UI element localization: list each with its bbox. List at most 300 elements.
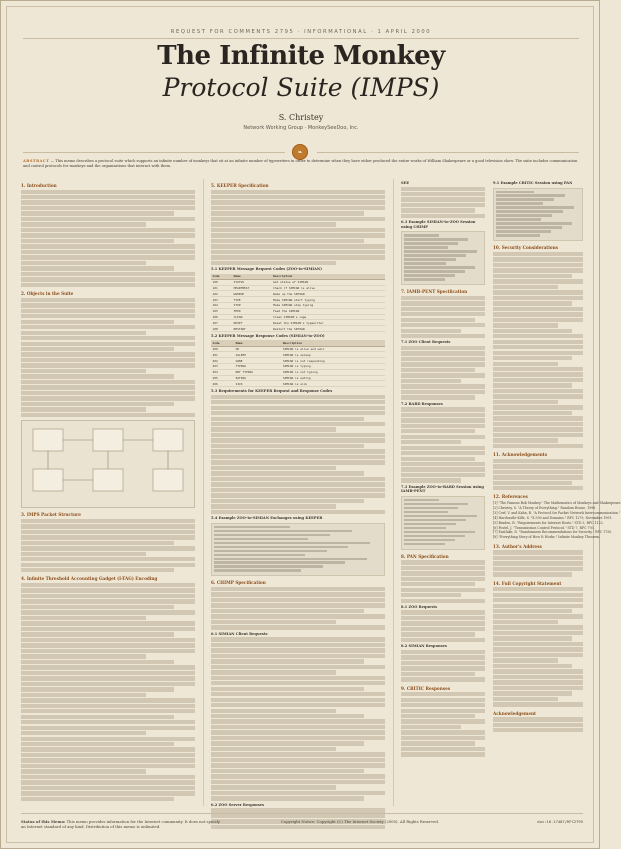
table-cell: Check if SIMIAN is alive	[272, 285, 385, 291]
table-cell: TYPE	[232, 297, 272, 303]
code-block	[401, 231, 485, 285]
text-line	[401, 719, 485, 723]
code-line	[214, 538, 308, 541]
code-line	[404, 543, 445, 546]
text-line	[21, 616, 146, 620]
text-line	[211, 719, 385, 723]
text-line	[21, 190, 195, 194]
text-line	[211, 659, 364, 663]
text-line	[493, 470, 583, 474]
text-line	[401, 192, 485, 196]
text-line	[21, 524, 195, 528]
text-line	[211, 752, 385, 756]
text-line	[21, 407, 146, 411]
text-line	[21, 698, 195, 702]
text-line	[493, 356, 572, 360]
text-line	[493, 642, 583, 646]
text-line	[211, 763, 385, 767]
text-line	[211, 250, 385, 254]
table-cell: SIMIAN is asleep	[281, 352, 385, 358]
code-line	[404, 270, 465, 273]
text-line	[21, 649, 195, 653]
text-line	[21, 627, 195, 631]
text-line	[21, 720, 195, 724]
text-line	[401, 560, 485, 564]
text-line	[401, 650, 485, 654]
text-line	[21, 347, 174, 351]
table-cell: 201	[211, 352, 234, 358]
text-line	[401, 312, 485, 316]
text-line	[211, 808, 385, 812]
text-line	[493, 604, 583, 608]
text-line	[401, 703, 485, 707]
section-heading: 9.1 Example CRITIC Session using PAN	[493, 181, 573, 185]
section-heading: 8.2 SIMIAN Responses	[401, 644, 447, 649]
text-line	[21, 530, 195, 534]
table-cell: 101	[211, 285, 232, 291]
text-line	[493, 257, 583, 261]
code-line	[404, 531, 475, 534]
text-line	[21, 557, 195, 561]
code-line	[496, 198, 554, 201]
text-line	[401, 357, 485, 361]
text-line	[211, 791, 385, 795]
code-line	[404, 254, 466, 257]
column-2	[211, 179, 385, 806]
text-line	[401, 440, 461, 444]
text-line	[493, 312, 583, 316]
table-cell: Restart the SIMIAN	[272, 326, 385, 332]
text-line	[401, 203, 485, 207]
section-heading: 2. Objects in the Suite	[21, 291, 74, 297]
text-line	[21, 352, 195, 356]
text-line	[493, 323, 558, 327]
text-line	[493, 636, 572, 640]
table-cell: 104	[211, 303, 232, 309]
text-line	[493, 307, 583, 311]
code-line	[496, 222, 572, 225]
code-line	[496, 226, 562, 229]
text-line	[21, 632, 174, 636]
text-line	[21, 309, 195, 313]
text-line	[401, 187, 485, 191]
text-line	[21, 687, 174, 691]
table-cell: 203	[211, 363, 234, 369]
code-line	[496, 234, 540, 237]
text-line	[21, 244, 195, 248]
section-heading: 1. Introduction	[21, 183, 57, 188]
code-table	[211, 340, 385, 387]
text-line	[21, 671, 195, 675]
text-line	[493, 675, 583, 679]
text-line	[211, 681, 385, 685]
text-line	[493, 680, 583, 684]
text-line	[401, 692, 485, 696]
text-line	[401, 736, 485, 740]
text-line	[21, 358, 195, 362]
text-line	[493, 728, 583, 732]
code-line	[496, 206, 574, 209]
code-line	[404, 274, 455, 277]
text-line	[211, 460, 385, 464]
section-heading: 4. Infinite Threshold Accounting Gadget (I-TAG) Encoding	[21, 576, 158, 582]
text-line	[493, 658, 558, 662]
text-line	[401, 709, 485, 713]
text-line	[21, 704, 195, 708]
text-line	[211, 211, 364, 215]
text-line	[401, 672, 475, 676]
text-line	[401, 730, 485, 734]
text-line	[493, 614, 583, 618]
text-line	[211, 466, 336, 470]
text-line	[21, 402, 174, 406]
text-line	[211, 471, 364, 475]
diagram-box	[33, 429, 63, 451]
text-line	[21, 325, 195, 329]
text-line	[401, 638, 485, 642]
code-line	[404, 511, 448, 514]
text-line	[211, 444, 364, 448]
section-heading: 9. CRITIC Responses	[401, 685, 451, 691]
table-cell: SIMIAN is not responding	[281, 358, 385, 364]
section-heading: 7.2 BARD Responses	[401, 401, 443, 406]
text-line	[21, 303, 195, 307]
text-line	[211, 730, 385, 734]
text-line	[21, 568, 174, 572]
text-line	[21, 791, 195, 795]
table-cell: ASLEEP	[234, 352, 281, 358]
section-heading: 5.2 KEEPER Message Response Codes (SIMIAN-to-ZOO)	[211, 333, 325, 338]
text-line	[211, 774, 385, 778]
text-line	[493, 268, 583, 272]
text-line	[401, 329, 461, 333]
diagram-svg	[22, 421, 194, 507]
text-line	[401, 334, 485, 338]
footer-copyright: Copyright Notice: Copyright (C) The Internet Society (2000). All Rights Reserved.	[281, 819, 440, 824]
text-line	[211, 190, 385, 194]
table-cell: GONE	[234, 358, 281, 364]
text-line	[493, 464, 583, 468]
text-line	[493, 345, 583, 349]
diagram-box	[153, 429, 183, 451]
text-line	[493, 383, 572, 387]
table-cell: Reset the SIMIAN's typewriter	[272, 320, 385, 326]
text-line	[401, 599, 485, 603]
text-line	[493, 486, 583, 490]
section-heading: 6.1 SIMIAN Client Requests	[211, 631, 268, 636]
text-line	[493, 697, 558, 701]
text-line	[401, 725, 461, 729]
text-line	[493, 669, 583, 673]
text-line	[401, 566, 485, 570]
text-line	[401, 214, 485, 218]
body-columns	[21, 179, 621, 807]
code-block	[211, 523, 385, 577]
footer-doi: doi:10.17487/RFC2795	[537, 819, 583, 824]
text-line	[21, 769, 146, 773]
column-3	[401, 179, 621, 806]
text-line	[401, 467, 485, 471]
abstract-text: This memo describes a protocol suite which supports an infinite number of monkeys that sit at an infinite number of typewriters in order to determine when they have either produced the entire works of William Shakespeare or a good television show. The suite includes communication and control protocols for monkeys and the organizations that interact with them.	[23, 159, 578, 168]
reference-item: [8] "Everything Story of How It Works." Infinite Monkey Theorem.	[493, 535, 601, 540]
text-line	[21, 272, 195, 276]
table-cell: Feed the SIMIAN	[272, 308, 385, 314]
header-kicker: REQUEST FOR COMMENTS 2795 · INFORMATIONAL · 1 APRIL 2000	[170, 29, 432, 35]
text-line	[493, 598, 583, 602]
code-line	[404, 278, 445, 281]
text-line	[211, 687, 364, 691]
text-line	[401, 351, 485, 355]
code-line	[214, 526, 290, 529]
text-line	[21, 396, 195, 400]
text-line	[493, 609, 572, 613]
text-line	[21, 320, 174, 324]
text-line	[21, 563, 195, 567]
text-line	[211, 233, 385, 237]
text-line	[211, 449, 385, 453]
text-line	[401, 473, 485, 477]
text-line	[401, 593, 461, 597]
table-cell: SICK	[234, 381, 281, 387]
text-line	[401, 368, 475, 372]
text-line	[493, 274, 572, 278]
text-line	[211, 239, 364, 243]
table-cell: STATUS	[232, 279, 272, 285]
table-header-cell: Name	[232, 274, 272, 280]
text-line	[493, 389, 583, 393]
abstract-label: ABSTRACT	[23, 159, 50, 163]
divider-right	[317, 152, 579, 153]
text-line	[401, 390, 485, 394]
text-line	[21, 535, 195, 539]
text-line	[493, 427, 583, 431]
code-line	[214, 561, 345, 564]
text-line	[21, 610, 195, 614]
text-line	[211, 422, 385, 426]
table-cell: Make SIMIAN stop typing	[272, 303, 385, 309]
text-line	[401, 413, 485, 417]
text-line	[493, 416, 583, 420]
text-line	[21, 583, 195, 587]
text-line	[493, 329, 572, 333]
text-line	[401, 318, 475, 322]
code-line	[404, 523, 456, 526]
text-line	[21, 737, 195, 741]
text-line	[21, 541, 174, 545]
text-line	[493, 367, 583, 371]
text-line	[401, 627, 485, 631]
text-line	[211, 825, 385, 829]
code-line	[496, 202, 543, 205]
table-cell: SIMIAN is not typing	[281, 369, 385, 375]
text-line	[21, 369, 146, 373]
text-line	[493, 702, 583, 706]
table-cell: 105	[211, 308, 232, 314]
text-line	[493, 567, 583, 571]
text-line	[21, 255, 195, 259]
text-line	[493, 340, 583, 344]
text-line	[211, 482, 385, 486]
table-cell: 103	[211, 297, 232, 303]
reference-item: [3] Cerf, V. and Kahn, R. "A Protocol for Packet Network Intercommunication."	[493, 510, 621, 515]
footer-status	[21, 819, 221, 829]
code-line	[404, 238, 468, 241]
text-line	[211, 587, 385, 591]
text-line	[493, 438, 558, 442]
code-line	[404, 262, 446, 265]
table-cell: RESET	[232, 320, 272, 326]
text-line	[21, 413, 195, 417]
text-line	[493, 372, 583, 376]
text-line	[401, 296, 485, 300]
text-line	[493, 717, 583, 721]
text-line	[21, 206, 195, 210]
text-line	[21, 676, 195, 680]
text-line	[21, 682, 195, 686]
text-line	[401, 747, 485, 751]
footer	[21, 813, 583, 829]
section-heading: 8.1 ZOO Requests	[401, 604, 438, 609]
text-line	[21, 660, 174, 664]
table-cell: 204	[211, 369, 234, 375]
text-line	[211, 488, 385, 492]
table-row	[211, 381, 385, 387]
table-cell: SIMIAN is alive and well	[281, 346, 385, 352]
table-cell: 202	[211, 358, 234, 364]
text-line	[401, 714, 475, 718]
table-cell: Clean SIMIAN's cage	[272, 314, 385, 320]
text-line	[493, 296, 583, 300]
text-line	[401, 435, 485, 439]
text-line	[211, 499, 364, 503]
architecture-diagram	[21, 420, 195, 508]
code-line	[404, 535, 465, 538]
text-line	[211, 598, 385, 602]
section-heading: 7.1 ZOO Client Requests	[401, 340, 451, 345]
section-heading: 12. References	[493, 494, 528, 500]
table-cell: 106	[211, 314, 232, 320]
text-line	[21, 266, 174, 270]
diagram-box	[93, 469, 123, 491]
text-line	[401, 655, 485, 659]
reference-item: [1] "The Famous Bob Monkey." The Mathematics of Monkeys and Shakespeare.	[493, 500, 621, 505]
code-line	[404, 250, 477, 253]
table-cell: SIMIAN is sick	[281, 381, 385, 387]
text-line	[211, 400, 385, 404]
text-line	[493, 433, 583, 437]
text-line	[211, 736, 385, 740]
footer-status-text: This memo provides information for the Internet community. It does not specify an Internet standard of any kind. Distribution of this memo is unlimited.	[21, 819, 221, 829]
table-cell: CLEAN	[232, 314, 272, 320]
text-line	[211, 769, 364, 773]
text-line	[211, 427, 336, 431]
table-header-cell: Description	[281, 340, 385, 346]
diagram-box	[153, 469, 183, 491]
text-line	[401, 301, 485, 305]
text-line	[493, 691, 572, 695]
text-line	[211, 796, 364, 800]
text-line	[21, 336, 195, 340]
divider-left	[23, 152, 285, 153]
text-line	[211, 747, 336, 751]
section-heading: SEE	[401, 181, 410, 185]
diagram-box	[93, 429, 123, 451]
section-heading: 5.4 Example ZOO-to-SIMIAN Exchanges using KEEPER	[211, 516, 323, 521]
text-line	[211, 592, 385, 596]
text-line	[211, 648, 385, 652]
text-line	[211, 411, 385, 415]
text-line	[211, 758, 385, 762]
text-line	[401, 457, 475, 461]
text-line	[401, 424, 485, 428]
code-line	[496, 194, 565, 197]
text-line	[21, 261, 146, 265]
table-cell: RESTART	[232, 326, 272, 332]
code-line	[496, 218, 541, 221]
text-line	[211, 603, 385, 607]
text-line	[211, 244, 385, 248]
table-cell: OK	[234, 346, 281, 352]
text-line	[401, 395, 475, 399]
text-line	[21, 726, 195, 730]
author-affiliation: Network Working Group · MonkeySeeDoo, Inc.	[243, 125, 359, 131]
text-line	[21, 546, 195, 550]
column-separator-2	[393, 179, 394, 806]
code-line	[404, 507, 458, 510]
text-line	[493, 593, 583, 597]
table-cell: WAKEUP	[232, 291, 272, 297]
text-line	[21, 753, 195, 757]
code-line	[404, 246, 448, 249]
text-line	[493, 459, 583, 463]
text-line	[21, 797, 174, 801]
text-line	[493, 631, 583, 635]
text-line	[401, 698, 485, 702]
column-1	[21, 179, 195, 806]
text-line	[493, 290, 583, 294]
code-line	[404, 503, 468, 506]
text-line	[21, 200, 195, 204]
text-line	[401, 323, 485, 327]
text-line	[21, 363, 195, 367]
text-line	[401, 677, 485, 681]
section-heading: 7. IAMB-PENT Specification	[401, 289, 468, 295]
text-line	[493, 625, 583, 629]
text-line	[493, 378, 583, 382]
section-heading: 5.3 Requirements for KEEPER Request and Response Codes	[211, 389, 333, 394]
text-line	[493, 664, 572, 668]
code-line	[404, 242, 458, 245]
text-line	[493, 422, 583, 426]
code-line	[404, 527, 446, 530]
text-line	[21, 233, 195, 237]
section-heading: 6.3 Example SIMIAN-to-ZOO Session using CHIMP	[401, 220, 476, 229]
text-line	[493, 362, 558, 366]
text-line	[21, 715, 174, 719]
table-cell: TYPING	[234, 363, 281, 369]
text-line	[401, 661, 485, 665]
text-line	[493, 318, 583, 322]
text-line	[493, 285, 558, 289]
table-cell: FEED	[232, 308, 272, 314]
text-line	[21, 709, 195, 713]
text-line	[211, 477, 385, 481]
text-line	[493, 587, 583, 591]
section-heading: 8. PAN Specification	[401, 553, 449, 559]
text-line	[211, 504, 336, 508]
text-line	[493, 405, 583, 409]
text-line	[493, 394, 583, 398]
